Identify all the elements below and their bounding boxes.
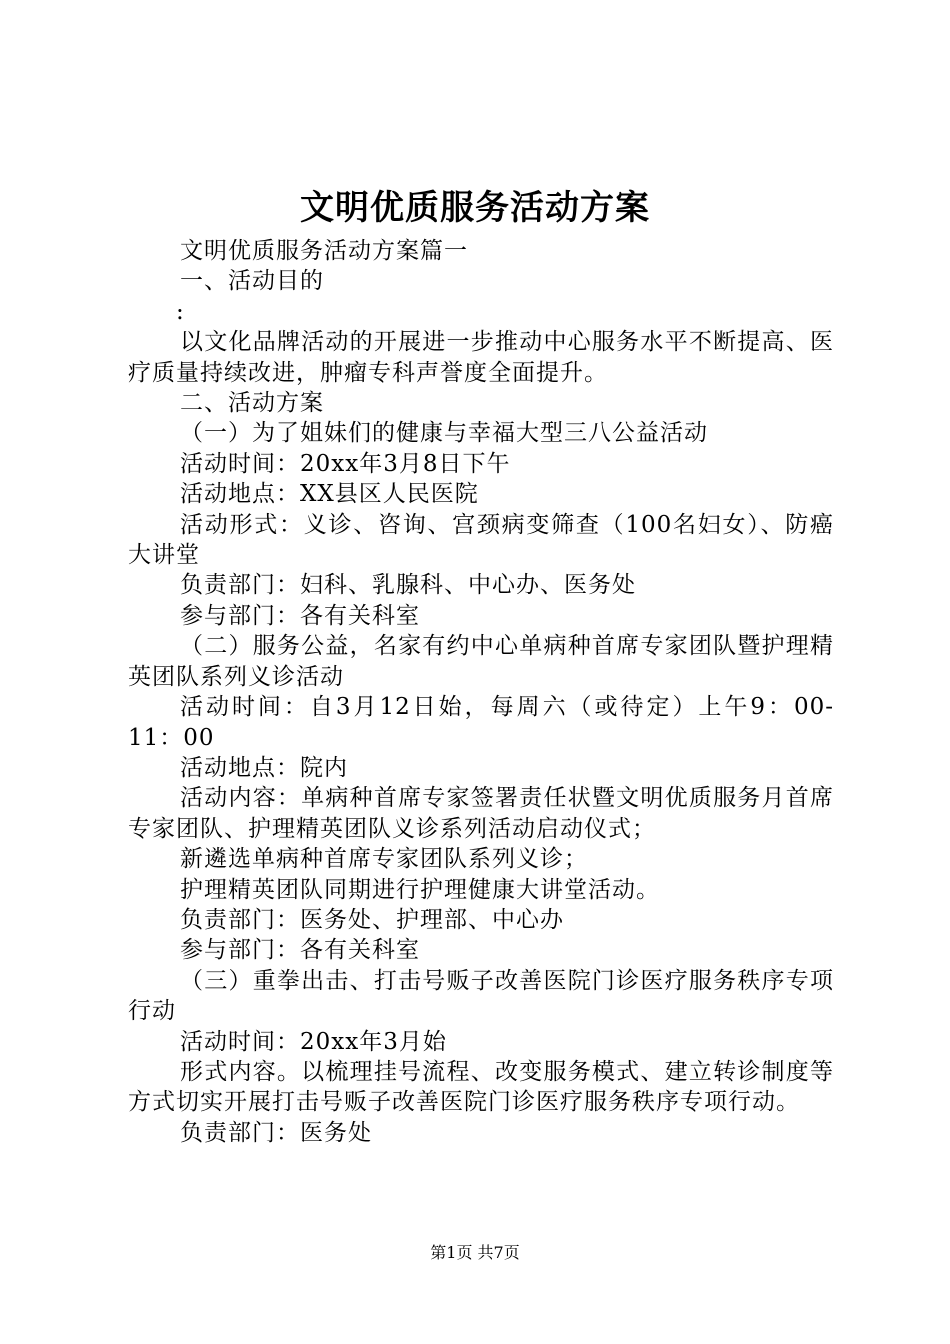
- page-number-footer: 第1页 共7页: [430, 1243, 520, 1262]
- paragraph: 护理精英团队同期进行护理健康大讲堂活动。: [180, 876, 660, 903]
- subsection-heading: （一）为了姐妹们的健康与幸福大型三八公益活动: [180, 420, 708, 447]
- paragraph: 形式内容。以梳理挂号流程、改变服务模式、建立转诊制度等方式切实开展打击号贩子改善医院门诊医疗服务秩序专项行动。: [128, 1058, 834, 1116]
- section-heading: 一、活动目的: [180, 268, 324, 295]
- paragraph: 活动时间：20xx年3月始: [180, 1028, 447, 1055]
- document-title: 文明优质服务活动方案: [300, 188, 650, 228]
- paragraph: 新遴选单病种首席专家团队系列义诊；: [180, 846, 588, 873]
- subsection-heading: （三）重拳出击、打击号贩子改善医院门诊医疗服务秩序专项行动: [128, 967, 834, 1025]
- paragraph: 参与部门：各有关科室: [180, 602, 420, 629]
- paragraph: 活动地点：XX县区人民医院: [180, 481, 479, 508]
- paragraph: 活动时间：20xx年3月8日下午: [180, 450, 511, 477]
- paragraph: 活动地点：院内: [180, 754, 348, 781]
- paragraph: 负责部门：医务处: [180, 1119, 372, 1146]
- paragraph: 负责部门：医务处、护理部、中心办: [180, 906, 564, 933]
- paragraph: 负责部门：妇科、乳腺科、中心办、医务处: [180, 572, 636, 599]
- paragraph: 文明优质服务活动方案篇一: [180, 238, 468, 264]
- subsection-heading: （二）服务公益，名家有约中心单病种首席专家团队暨护理精英团队系列义诊活动: [128, 633, 834, 690]
- paragraph: 活动形式：义诊、咨询、宫颈病变筛查（100名妇女）、防癌大讲堂: [128, 511, 834, 569]
- document-body: [128, 236, 834, 1148]
- paragraph: :: [176, 298, 185, 325]
- section-heading: 二、活动方案: [180, 390, 324, 417]
- paragraph: 参与部门：各有关科室: [180, 937, 420, 964]
- paragraph: 活动时间：自3月12日始，每周六（或待定）上午9：00-11：00: [128, 694, 834, 751]
- paragraph: 以文化品牌活动的开展进一步推动中心服务水平不断提高、医疗质量持续改进，肿瘤专科声誉度全面提升。: [128, 329, 834, 386]
- paragraph: 活动内容：单病种首席专家签署责任状暨文明优质服务月首席专家团队、护理精英团队义诊系列活动启动仪式；: [128, 785, 834, 842]
